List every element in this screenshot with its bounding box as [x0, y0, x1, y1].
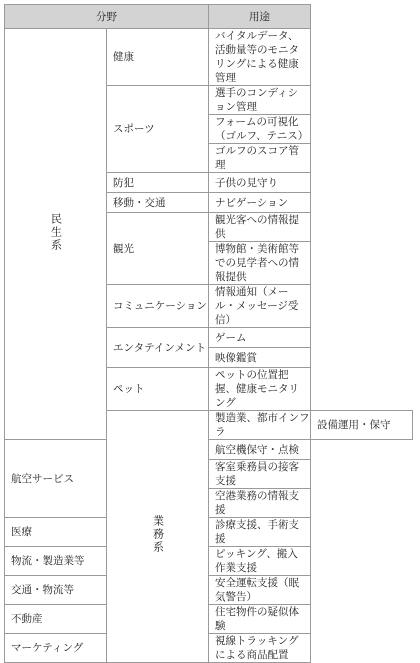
category-cell: 医療	[5, 518, 107, 547]
use-cell: ゲーム	[209, 328, 311, 348]
category-cell: 製造業、都市インフラ	[209, 411, 311, 440]
usage-table-container	[4, 4, 413, 663]
header-row	[5, 5, 413, 29]
category-cell: マーケティング	[5, 634, 107, 663]
use-cell: 博物館・美術館等での見学者への情報提供	[209, 242, 311, 285]
category-cell: 健康	[107, 29, 209, 86]
use-cell: ゴルフのスコア管理	[209, 144, 311, 173]
category-cell: 交通・物流等	[5, 576, 107, 605]
use-cell: 設備運用・保守	[311, 411, 413, 440]
category-cell: 不動産	[5, 605, 107, 634]
category-cell: ペット	[107, 368, 209, 411]
category-cell: コミュニケーション	[107, 285, 209, 328]
header-field: 分野	[5, 5, 209, 29]
table-row	[5, 634, 413, 663]
use-cell: 住宅物件の疑似体験	[209, 605, 311, 634]
category-cell: スポーツ	[107, 86, 209, 173]
use-cell: 子供の見守り	[209, 173, 311, 193]
use-cell: 診療支援、手術支援	[209, 518, 311, 547]
use-cell: バイタルデータ、活動量等のモニタリングによる健康管理	[209, 29, 311, 86]
category-cell: 防犯	[107, 173, 209, 193]
use-cell: フォームの可視化（ゴルフ、テニス）	[209, 115, 311, 144]
use-cell: ナビゲーション	[209, 193, 311, 213]
table-row	[5, 576, 413, 605]
usage-table	[4, 4, 413, 663]
use-cell: ペットの位置把握、健康モニタリング	[209, 368, 311, 411]
category-cell: 観光	[107, 213, 209, 285]
category-cell: 移動・交通	[107, 193, 209, 213]
system-label: 業務系	[151, 515, 165, 554]
table-row	[5, 605, 413, 634]
table-row	[5, 440, 413, 460]
use-cell: 選手のコンディション管理	[209, 86, 311, 115]
category-cell: エンタテインメント	[107, 328, 209, 368]
use-cell: 映像鑑賞	[209, 348, 311, 368]
system-cell	[107, 411, 209, 663]
use-cell: 観光客への情報提供	[209, 213, 311, 242]
use-cell: 航空機保守・点検	[209, 440, 311, 460]
use-cell: 客室乗務員の接客支援	[209, 460, 311, 489]
header-use: 用途	[209, 5, 311, 29]
use-cell: 情報通知（メール・メッセージ受信）	[209, 285, 311, 328]
use-cell: 空港業務の情報支援	[209, 489, 311, 518]
category-cell: 物流・製造業等	[5, 547, 107, 576]
system-label: 民生系	[49, 212, 63, 252]
category-cell: 航空サービス	[5, 440, 107, 518]
table-row	[5, 518, 413, 547]
use-cell: ピッキング、搬入作業支援	[209, 547, 311, 576]
table-row	[5, 29, 413, 86]
table-row	[5, 547, 413, 576]
system-cell	[5, 29, 107, 440]
use-cell: 視線トラッキングによる商品配置	[209, 634, 311, 663]
use-cell: 安全運転支援（眠気警告）	[209, 576, 311, 605]
